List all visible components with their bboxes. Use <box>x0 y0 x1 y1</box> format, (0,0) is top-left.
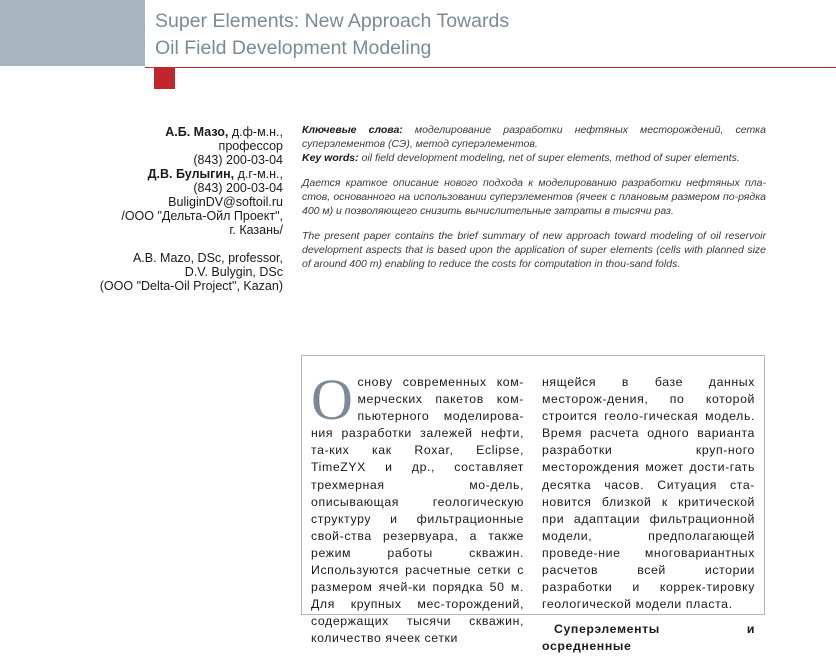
section-subheading: Суперэлементы и осредненные <box>542 622 755 654</box>
title-line-1: Super Elements: New Approach Towards <box>155 10 510 32</box>
author-city-ru: г. Казань/ <box>229 223 283 237</box>
header-rule <box>145 67 836 68</box>
body-left-text: снову современных ком-мерческих пакетов ком-пьютерного моделирова-ния разработки залежей нефти, та-ких как Roxar, Eclipse, TimeZYX и др., составляет трехмерная мо-дель, описывающая геологическую структуру и фильтрационные свой-ства резервуара, а также режим работы скважин. Используются расчетные сетки с размером ячей-ки порядка 50 м. Для крупных мес-торождений, содержащих тысячи скважин, количество ячеек сетки <box>311 375 524 646</box>
authors-block <box>40 125 283 293</box>
drop-cap: О <box>311 367 354 432</box>
keywords-en-text: oil field development modeling, net of super elements, method of super elements. <box>361 152 740 164</box>
title-line-2: Oil Field Development Modeling <box>155 37 432 59</box>
author-2-degree: д.г-м.н., <box>237 167 283 181</box>
abstract-block <box>302 123 766 271</box>
author-1-name: А.Б. Мазо, <box>165 125 229 139</box>
author-1-phone: (843) 200-03-04 <box>193 153 283 167</box>
body-column-right <box>542 374 755 656</box>
header-color-block <box>0 0 145 66</box>
author-1-title: профессор <box>218 139 283 153</box>
keywords-ru-text: моделирование разработки нефтяных месторождений, сетка суперэлементов (СЭ), метод суперэлементов. <box>302 124 766 150</box>
article-title <box>155 8 825 62</box>
author-org-ru: /ООО "Дельта-Ойл Проект", <box>121 209 283 223</box>
summary-en: The present paper contains the brief summary of new approach toward modeling of oil reservoir development aspects that is based upon the application of super elements (cells with planned size of around 400 m) enabling to reduce the costs for computation in thou-sand folds. <box>302 230 766 270</box>
author-email: BuliginDV@softoil.ru <box>168 195 283 209</box>
author-1-degree: д.ф-м.н., <box>231 125 283 139</box>
author-en-line-2: D.V. Bulygin, DSc <box>184 265 283 279</box>
author-en-line-1: A.B. Mazo, DSc, professor, <box>132 251 283 265</box>
keywords-en <box>302 151 766 165</box>
article-body-box <box>301 355 765 654</box>
summary-ru: Дается краткое описание нового подхода к моделированию разработки нефтяных пла-стов, основанного на использовании суперэлементов (ячеек с плановым размером по-рядка 400 м) и позволяющего снизить вычислительные затраты в тысячи раз. <box>302 177 766 217</box>
keywords-en-label: Key words: <box>302 152 359 164</box>
author-2-phone: (843) 200-03-04 <box>193 181 283 195</box>
body-right-text: нящейся в базе данных месторож-дения, по которой строится геоло-гическая модель. Время расчета одного варианта разработки круп-ного месторождения может дости-гать десятка часов. Ситуация ста-новится близкой к критической при адаптации фильтрационной модели, предполагающей проведе-ние многовариантных расчетов всей истории разработки и коррек-тировку геологической модели пласта. <box>542 375 755 612</box>
author-en-line-3: (OOO "Delta-Oil Project", Kazan) <box>99 279 283 293</box>
keywords-ru-label: Ключевые слова: <box>302 124 403 136</box>
body-column-left <box>311 367 524 648</box>
keywords-ru <box>302 123 766 151</box>
author-2-name: Д.В. Булыгин, <box>147 167 235 181</box>
accent-square <box>154 68 175 89</box>
